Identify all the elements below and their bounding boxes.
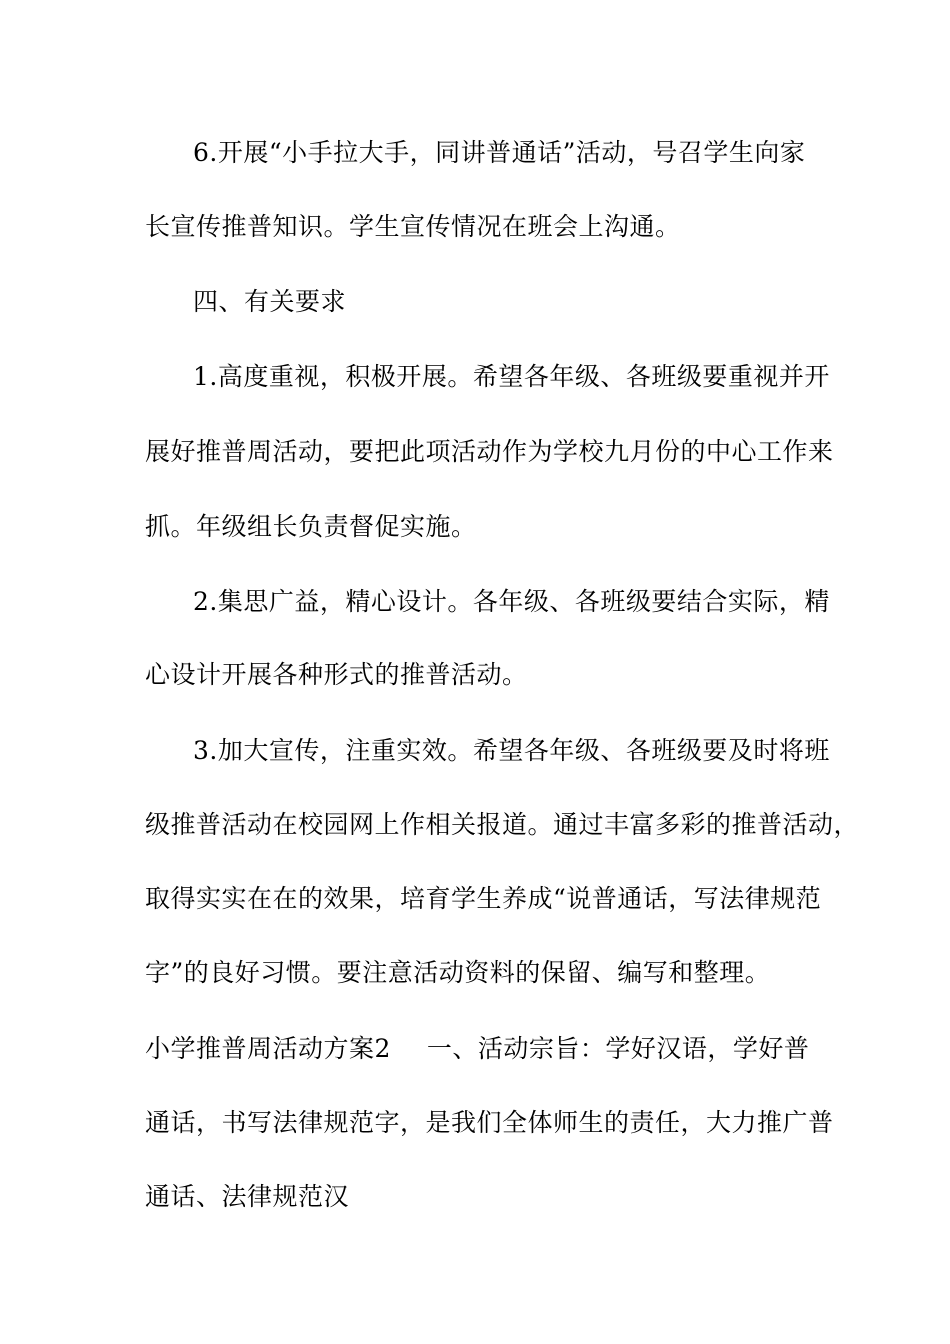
paragraph-line: 2.集思广益，精心设计。各年级、各班级要结合实际，精 <box>193 587 830 616</box>
plan2-title: 小学推普周活动方案2 <box>145 1034 391 1063</box>
paragraph-line: 抓。年级组长负责督促实施。 <box>145 512 477 541</box>
paragraph-line: 通话，书写法律规范字，是我们全体师生的责任，大力推广普 <box>145 1108 834 1137</box>
paragraph-line: 级推普活动在校园网上作相关报道。通过丰富多彩的推普活动， <box>145 810 860 839</box>
paragraph-line: 1.高度重视，积极开展。希望各年级、各班级要重视并开 <box>193 362 830 391</box>
section-heading: 四、有关要求 <box>193 287 347 316</box>
plan2-heading-line <box>145 1034 845 1064</box>
paragraph-line: 字”的良好习惯。要注意活动资料的保留、编写和整理。 <box>145 958 771 987</box>
plan2-purpose-start: 一、活动宗旨：学好汉语，学好普 <box>426 1034 810 1063</box>
paragraph-line: 长宣传推普知识。学生宣传情况在班会上沟通。 <box>145 212 681 241</box>
paragraph-line: 3.加大宣传，注重实效。希望各年级、各班级要及时将班 <box>193 736 830 765</box>
paragraph-line: 取得实实在在的效果，培育学生养成“说普通话，写法律规范 <box>145 884 822 913</box>
paragraph-line: 心设计开展各种形式的推普活动。 <box>145 660 528 689</box>
paragraph-line: 通话、法律规范汉 <box>145 1182 350 1211</box>
paragraph-line: 6.开展“小手拉大手，同讲普通话”活动，号召学生向家 <box>193 138 806 167</box>
paragraph-line: 展好推普周活动，要把此项活动作为学校九月份的中心工作来 <box>145 437 834 466</box>
